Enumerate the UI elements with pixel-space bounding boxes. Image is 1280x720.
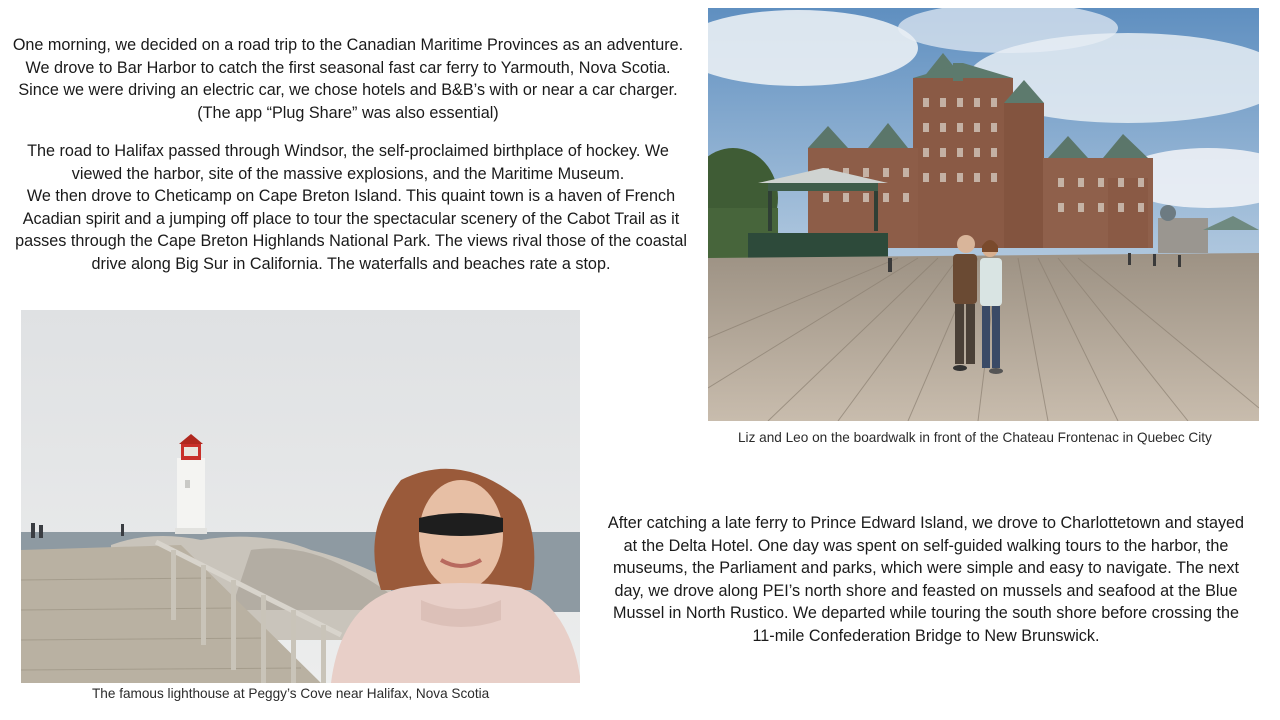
intro-paragraph: One morning, we decided on a road trip to the Canadian Maritime Provinces as an adventure. We drove to Bar Harbor to catch the first seasonal fast car ferry to Yarmouth, Nova Scotia. Since we were driving an electric car, we chose hotels and B&B’s with or near a car charger. (The app “Plug Share” was also essential) — [12, 36, 684, 122]
chateau-frontenac-caption: Liz and Leo on the boardwalk in front of the Chateau Frontenac in Quebec City — [738, 430, 1212, 445]
peggys-cove-image — [21, 310, 580, 683]
halifax-paragraph: The road to Halifax passed through Windsor, the self-proclaimed birthplace of hockey. We viewed the harbor, site of the massive explosions, and the Maritime Museum. — [27, 142, 669, 183]
chateau-frontenac-photo — [708, 8, 1259, 421]
peggys-cove-photo — [21, 310, 580, 683]
pei-paragraph: After catching a late ferry to Prince Edward Island, we drove to Charlottetown and stayed at the Delta Hotel. One day was spent on self-guided walking tours to the harbor, the museums, the Parliament and parks, which were simple and easy to navigate. The next day, we drove along PEI’s north shore and feasted on mussels and seafood at the Blue Mussel in North Rustico. We departed while touring the south shore before crossing the 11-mile Confederation Bridge to New Brunswick. — [607, 514, 1245, 645]
cheticamp-paragraph: We then drove to Cheticamp on Cape Breton Island. This quaint town is a haven of French Acadian spirit and a jumping off place to tour the spectacular scenery of the Cabot Trail as it passes through the Cape Breton Highlands National Park. The views rival those of the coastal drive along Big Sur in California. The waterfalls and beaches rate a stop. — [15, 187, 687, 273]
peggys-cove-caption: The famous lighthouse at Peggy’s Cove near Halifax, Nova Scotia — [92, 686, 490, 701]
chateau-frontenac-image — [708, 8, 1259, 421]
